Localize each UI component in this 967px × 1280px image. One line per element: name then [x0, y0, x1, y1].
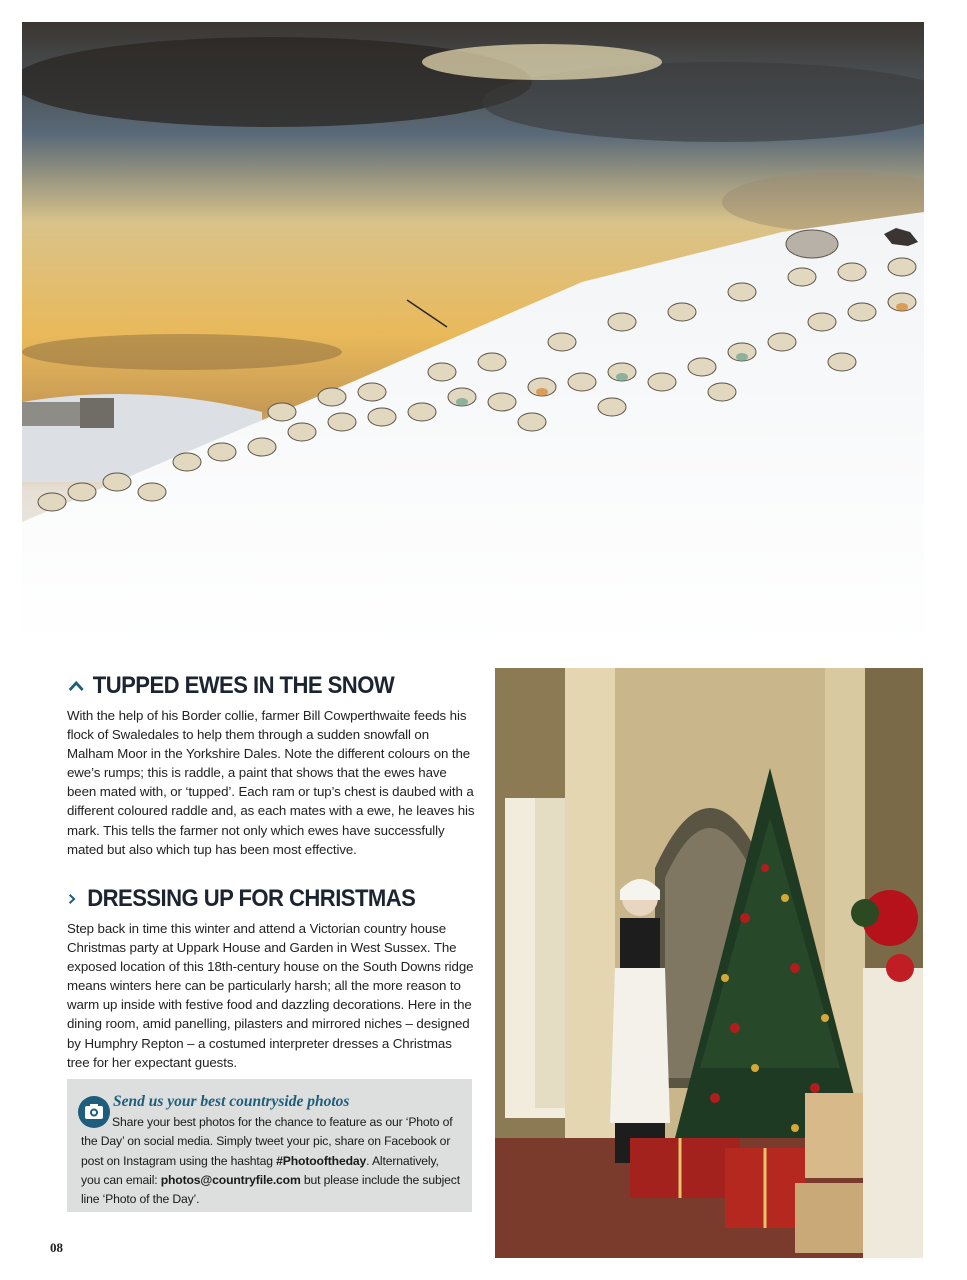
section-heading — [67, 672, 444, 700]
hashtag[interactable]: #Photooftheday — [276, 1153, 367, 1168]
callout-text-1: Share your best photos for the chance to feature as our ‘Photo of the Day’ on social media. Simply tweet your pic, share on Facebook or post on Instagram using the hashtag — [81, 1115, 453, 1168]
chevron-right-icon — [67, 891, 80, 907]
callout-text-2: . Alternatively, you can email: — [81, 1153, 439, 1187]
photo-submission-box — [67, 1079, 472, 1212]
section-heading — [67, 885, 444, 913]
sheep-on-snowy-hillside-photo — [22, 22, 924, 648]
email-link[interactable]: photos@countryfile.com — [160, 1172, 301, 1187]
section-body: Step back in time this winter and attend a Victorian country house Christmas party at Uppark House and Garden in West Sussex. The exposed location of this 18th-century house on the South Downs ridge means winters here can be particularly harsh; all the more reason to warm up inside with festive food and dazzling decorations. Here in the dining room, amid panelling, pilasters and mirrored niches – designed by Humphry Repton – a costumed interpreter dresses a Christmas tree for her expectant guests. — [67, 921, 474, 1070]
section-title: TUPPED EWES IN THE SNOW — [92, 672, 395, 699]
chevron-up-icon — [67, 678, 85, 694]
callout-text-3: but please include the subject line ‘Photo of the Day’. — [81, 1172, 460, 1207]
page-number: 08 — [50, 1240, 63, 1255]
article-christmas — [67, 885, 477, 1072]
victorian-christmas-tree-photo — [495, 668, 923, 1258]
article-tupped-ewes — [67, 672, 477, 859]
section-title: DRESSING UP FOR CHRISTMAS — [87, 885, 416, 912]
callout-body — [81, 1113, 461, 1209]
callout-title: Send us your best countryside photos — [113, 1093, 350, 1110]
section-body: With the help of his Border collie, farmer Bill Cowperthwaite feeds his flock of Swaledales to help them through a sudden snowfall on Malham Moor in the Yorkshire Dales. Note the different colours on the ewe’s rumps; this is raddle, a paint that shows that the ewes have been mated with, or ‘tupped’. Each ram or tup’s chest is daubed with a different coloured raddle and, as each mates with a ewe, he leaves his mark. This tells the farmer not only which ewes have successfully mated but also which tup has been most effective. — [67, 708, 475, 857]
